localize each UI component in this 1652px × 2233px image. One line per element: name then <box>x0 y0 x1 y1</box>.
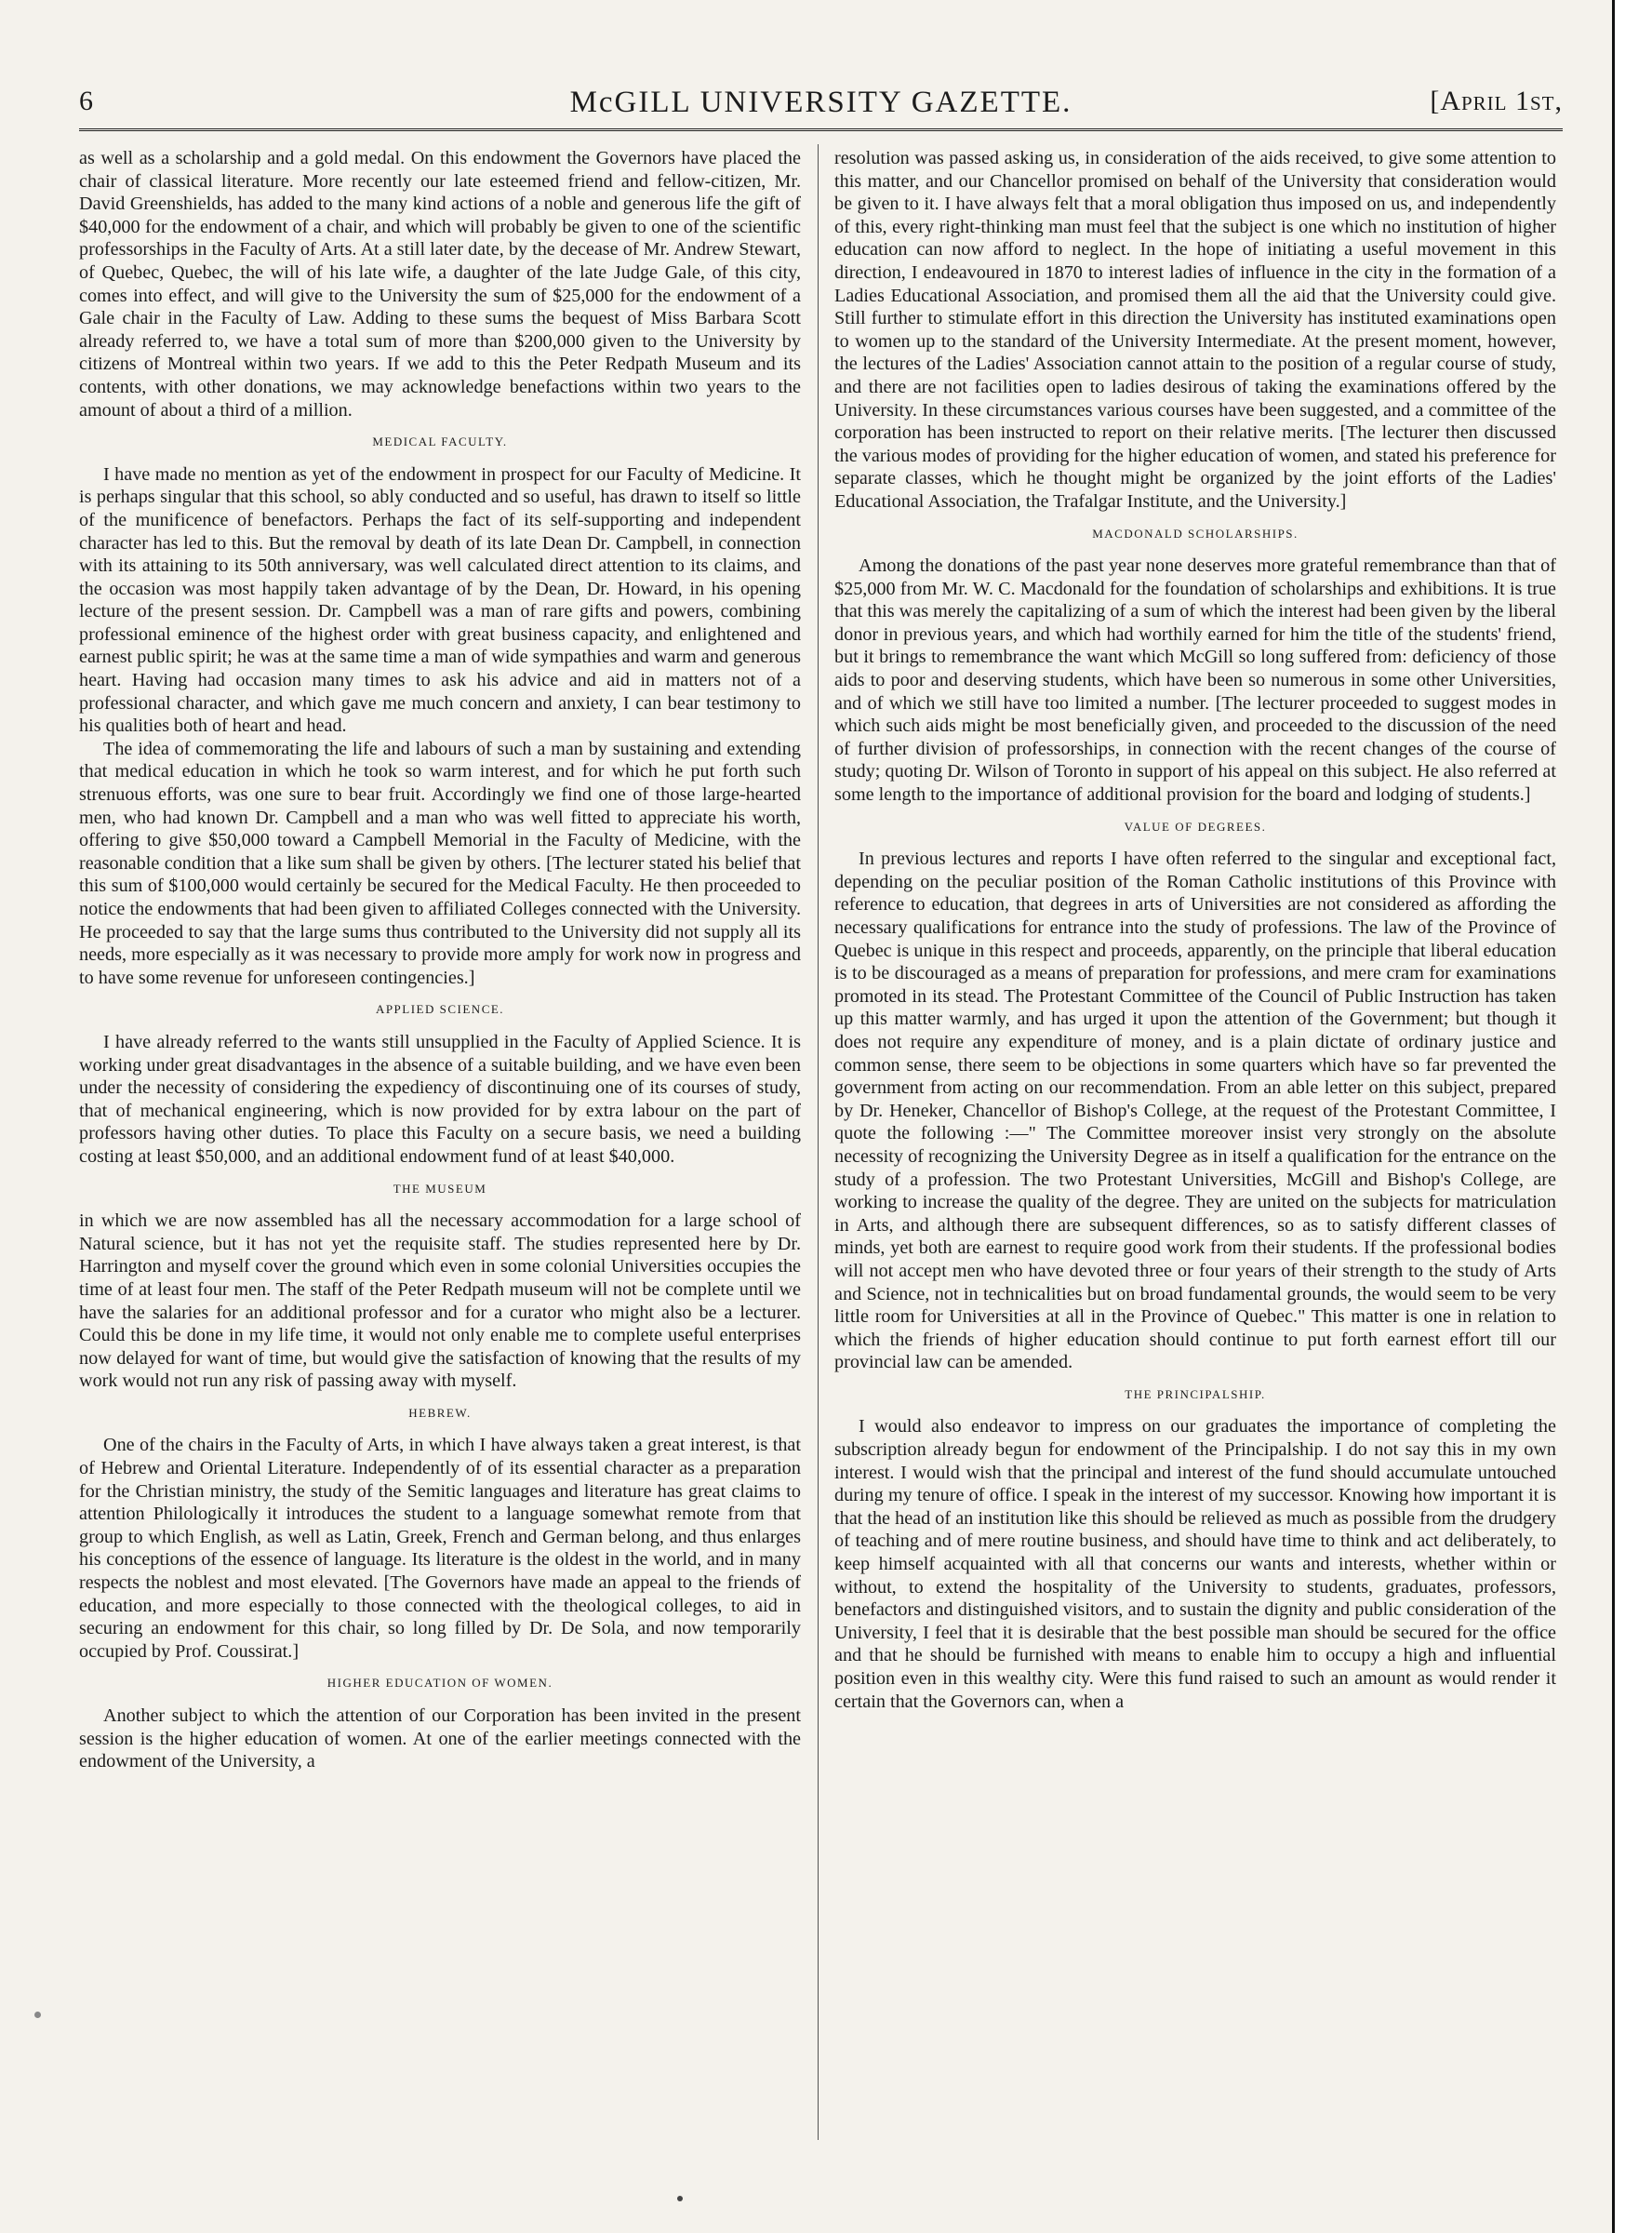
page-header <box>79 74 1563 130</box>
section-heading-degrees: VALUE OF DEGREES. <box>1124 819 1267 834</box>
section-heading-medical: MEDICAL FACULTY. <box>372 435 508 449</box>
gazette-page <box>79 74 1563 2159</box>
paragraph: I have already referred to the wants still unsupplied in the Faculty of Applied Science. It is working under great disadvantages in the absence of a suitable building, and we have even been under the necessity of considering the expediency of discontinuing one of its courses of study, that of mechanical engineering, which is now provided for by extra labour on the part of professors having other duties. To place this Faculty on a secure basis, we need a building costing at least $50,000, and an additional endowment fund of at least $40,000. <box>79 1031 801 1167</box>
paragraph: I would also endeavor to impress on our graduates the importance of completing the subscription already begun for endowment of the Principalship. I do not say this in my own interest. I would wish that the principal and interest of the fund should accumulate untouched during my tenure of office. I speak in the interest of my successor. Knowing how important it is that the head of an institution like this should be relieved as much as possible from the drudgery of teaching and of mere routine business, and should have time to think and act deliberately, to keep himself acquainted with all that concerns our wants and interests, whether within or without, to extend the hospitality of the University to students, graduates, professors, benefactors and distinguished visitors, and to sustain the dignity and public consideration of the University, I feel that it is desirable that the best possible man should be secured for the office and that he should be furnished with means to enable him to occupy a high and influential position even in this wealthy city. Were this fund raised to such an amount as would render it certain that the Governors can, when a <box>834 1416 1556 1712</box>
column-separator <box>818 144 819 2140</box>
footer-dot <box>677 2196 683 2201</box>
page-edge-strip <box>1612 0 1652 2233</box>
page-number: 6 <box>79 86 94 116</box>
paragraph: I have made no mention as yet of the endowment in prospect for our Faculty of Medicine. It is perhaps singular that this school, so ably conducted and so useful, has drawn to itself so little of the munificence of benefactors. Perhaps the fact of its self-supporting and independent character has led to this. But the removal by death of its late Dean Dr. Campbell, in connection with its attaining to its 50th anniversary, was well calculated direct attention to its claims, and the occasion was most happily taken advantage of by the Dean, Dr. Howard, in his opening lecture of the present session. Dr. Campbell was a man of rare gifts and powers, combining professional eminence of the highest order with great business capacity, and enlightened and earnest public spirit; he was at the same time a man of wide sympathies and warm and generous heart. Having had occasion many times to ask his advice and aid in matters not of a professional character, and which gave me much concern and anxiety, I can bear testimony to his qualities both of heart and head. <box>79 463 801 737</box>
right-column <box>834 147 1556 2147</box>
paragraph: In previous lectures and reports I have often referred to the singular and exceptional fact, depending on the peculiar position of the Roman Catholic institutions of this Province with reference to education, that degrees in arts of Universities are not considered as affording the necessary qualifications for entrance into the study of professions. The law of the Province of Quebec is unique in this respect and proceeds, apparently, on the principle that liberal education is to be discouraged as a means of preparation for professions, and mere cram for examinations promoted in its stead. The Protestant Committee of the Council of Public Instruction has taken up this matter warmly, and has urged it upon the attention of the Government; but though it does not require any expenditure of money, and is a plain dictate of ordinary justice and common sense, there seem to be objections in some quarters which have so far prevented the government from acting on our recommendation. From an able letter on this subject, prepared by Dr. Heneker, Chancellor of Bishop's College, at the request of the Protestant Committee, I quote the following :—" The Committee moreover insist very strongly on the absolute necessity of recognizing the University Degree as in itself a qualification for the entrance on the study of a profession. The two Protestant Universities, McGill and Bishop's College, are working to increase the quality of the degree. They are united on the subjects for matriculation in Arts, and although there are subsequent differences, so as to satisfy different classes of minds, yet both are earnest to require good work from their students. If the professional bodies will not accept men who have devoted three or four years of their strength to the study of Arts and Science, not in technicalities but on broad fundamental grounds, the would seem to be very little room for Universities at all in the Province of Quebec." This matter is one in relation to which the friends of higher education should continue to put forth earnest effort till our provincial law can be amended. <box>834 849 1556 1373</box>
section-heading-women: HIGHER EDUCATION OF WOMEN. <box>326 1676 553 1691</box>
section-heading-applied-science: APPLIED SCIENCE. <box>375 1002 505 1017</box>
header-rule <box>79 128 1563 131</box>
paragraph: The idea of commemorating the life and labours of such a man by sustaining and extending that medical education in which he took so warm interest, and for which he put forth such strenuous efforts, was one sure to bear fruit. Accordingly we find one of those large-hearted men, who had known Dr. Campbell and a man who was well fitted to appreciate his worth, offering to give $50,000 toward a Campbell Memorial in the Faculty of Medicine, with the reasonable condition that a like sum shall be given by others. [The lecturer stated his belief that this sum of $100,000 would certainly be secured for the Medical Faculty. He then proceeded to notice the endowments that had been given to affiliated Colleges connected with the University. He proceeded to say that the large sums thus contributed to the University did not supply all its needs, more especially as it was necessary to provide more amply for work now in progress and to have some revenue for unforeseen contingencies.] <box>79 738 801 988</box>
paragraph: in which we are now assembled has all the necessary accommodation for a large school of Natural science, but it has not yet the requisite staff. The studies represented here by Dr. Harrington and myself cover the ground which even in some colonial Universities occupies the time of at least four men. The staff of the Peter Redpath museum will not be complete until we have the salaries for an additional professor and for a curator who might also be a lecturer. Could this be done in my life time, it would not only enable me to complete useful enterprises now delayed for want of time, but would give the satisfaction of knowing that the results of my work would not run any risk of passing away with myself. <box>79 1210 801 1392</box>
paragraph: Another subject to which the attention of our Corporation has been invited in the present session is the higher education of women. At one of the earlier meetings connected with the endowment of the University, a <box>79 1705 801 1772</box>
paragraph: One of the chairs in the Faculty of Arts, in which I have always taken a great interest, is that of Hebrew and Oriental Literature. Independently of of its essential character as a preparation for the Christian ministry, the study of the Semitic languages and literature has great claims to attention Philologically it introduces the student to a language somewhat remote from that group to which English, as well as Latin, Greek, French and German belong, and thus enlarges his conceptions of the essence of language. Its literature is the oldest in the world, and in many respects the noblest and most elevated. [The Governors have made an appeal to the friends of education, and more especially to those connected with the theological colleges, to aid in securing an endowment for this chair, so long filled by Dr. De Sola, and now temporarily occupied by Prof. Coussirat.] <box>79 1435 801 1662</box>
section-heading-hebrew: HEBREW. <box>408 1405 472 1420</box>
section-heading-museum: THE MUSEUM <box>393 1181 487 1196</box>
paragraph: resolution was passed asking us, in consideration of the aids received, to give some attention to this matter, and our Chancellor promised on behalf of the University that consideration would be given to it. I have always felt that a moral obligation thus imposed on us, and independently of this, every right-thinking man must feel that the subject is one which no institution of higher education can now afford to neglect. In the hope of initiating a useful movement in this direction, I endeavoured in 1870 to interest ladies of influence in the city in the formation of a Ladies Educational Association, and promised them all the aid that the University could give. Still further to stimulate effort in this direction the University has instituted examinations open to women up to the standard of the University Intermediate. At the present moment, however, the lectures of the Ladies' Association cannot attain to the position of a regular course of study, and there are not facilities open to ladies desirous of taking the examinations offered by the University. In these circumstances various courses have been suggested, and a committee of the corporation has been instructed to report on their relative merits. [The lecturer then discussed the various modes of providing for the higher education of women, and stated his preference for separate classes, which he thought might be organized by the joint efforts of the Ladies' Educational Association, the Trafalgar Institute, and the University.] <box>834 148 1556 512</box>
section-heading-principalship: THE PRINCIPALSHIP. <box>1125 1386 1266 1401</box>
paragraph: Among the donations of the past year none deserves more grateful remembrance than that of $25,000 from Mr. W. C. Macdonald for the foundation of scholarships and exhibitions. It is true that this was merely the capitalizing of a sum of which the interest had been given by the liberal donor in previous years, and which had worthily earned for him the title of the students' friend, but it brings to remembrance the want which McGill so long suffered from: deficiency of those aids to poor and deserving students, which have been so numerous in some other Universities, and of which we still have too limited a number. [The lecturer proceeded to suggest modes in which such aids might be most beneficially given, and proceeded to the discussion of the need of further division of professorships, in connection with the recent changes of the course of study; quoting Dr. Wilson of Toronto in support of his appeal on this subject. He also referred at some length to the importance of additional provision for the board and lodging of students.] <box>834 555 1556 806</box>
margin-dot <box>34 2012 41 2018</box>
issue-date: [April 1st, <box>1430 86 1563 116</box>
paragraph: as well as a scholarship and a gold medal. On this endowment the Governors have placed the chair of classical literature. More recently our late esteemed friend and fellow-citizen, Mr. David Greenshields, has added to the many kind actions of a noble and generous life the gift of $40,000 for the endowment of a chair, and which will probably be given to one of the scientific professorships in the Faculty of Arts. At a still later date, by the decease of Mr. Andrew Stewart, of Quebec, Quebec, the will of his late wife, a daughter of the late Judge Gale, of this city, comes into effect, and will give to the University the sum of $25,000 for the endowment of a Gale chair in the Faculty of Law. Adding to these sums the bequest of Miss Barbara Scott already referred to, we have a total sum of more than $200,000 given to the University by citizens of Montreal within two years. If we add to this the Peter Redpath Museum and its contents, with other donations, we may acknowledge benefactions within two years to the amount of about a third of a million. <box>79 148 801 421</box>
section-heading-macdonald: MACDONALD SCHOLARSHIPS. <box>1092 526 1299 541</box>
left-column <box>79 147 801 2147</box>
publication-title: McGILL UNIVERSITY GAZETTE. <box>569 86 1072 119</box>
